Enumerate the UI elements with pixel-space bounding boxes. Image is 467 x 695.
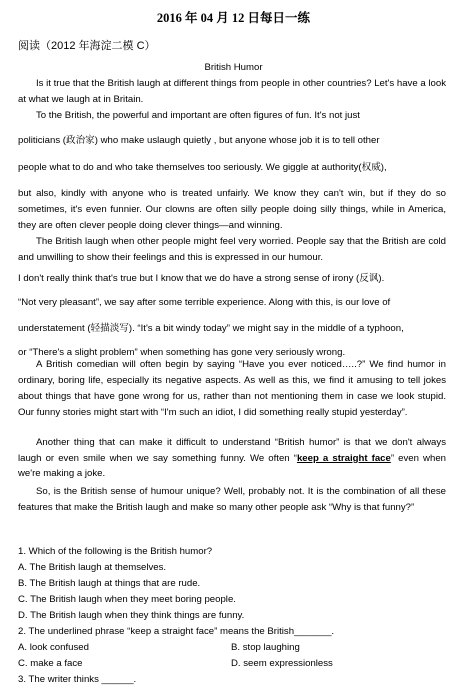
- paragraph-3-line-4: “Not very pleasant”, we say after some terrible experience. Along with this, is our love of: [18, 297, 391, 308]
- paragraph-3-line-3: I don't really think that's true but I know that we do have a strong sense of irony (反讽).: [18, 273, 385, 284]
- q2-option-b: B. stop laughing: [231, 642, 300, 653]
- q2-option-d: D. seem expressionless: [231, 658, 333, 669]
- passage-paragraph-4: A British comedian will often begin by saying “Have you ever noticed…..?” We find humor in ordinary, boring life, especially its negative aspects. As well as this, we find it amusing to tell jokes about things that have gone wrong for us, rather than not mentioning them in case we look stupid. Our funny stories might start with “I'm such an idiot, I did something really stupid yesterday”.: [18, 359, 446, 418]
- question-3: 3. The writer thinks ______.: [18, 674, 137, 685]
- paragraph-2-line-2: politicians (政治家) who make uslaugh quietly , but anyone whose job it is to tell other: [18, 135, 380, 146]
- passage-paragraph-5: Another thing that can make it difficult to understand “British humor” is that we don't always laugh or even smile when we say something funny. We often “keep a straight face” even when we're making a joke.: [18, 437, 446, 479]
- q1-option-c: C. The British laugh when they meet boring people.: [18, 594, 236, 605]
- passage-paragraph-6: So, is the British sense of humour unique? Well, probably not. It is the combination of all these features that make the British laugh and make so many other people ask “Why is that funny?”: [18, 486, 446, 513]
- q1-option-d: D. The British laugh when they think things are funny.: [18, 610, 245, 621]
- question-1: 1. Which of the following is the British humor?: [18, 546, 213, 557]
- q1-option-b: B. The British laugh at things that are rude.: [18, 578, 201, 589]
- passage-paragraph-2: [18, 108, 446, 124]
- paragraph-1-text: Is it true that the British laugh at different things from people in other countries? Let's have a look at what we laugh at in Britain.: [18, 78, 446, 105]
- passage-title: British Humor: [204, 62, 263, 73]
- document-title: 2016 年 04 月 12 日每日一练: [156, 11, 311, 25]
- paragraph-2-line-3: people what to do and who take themselves too seriously. We giggle at authority(权威),: [18, 162, 387, 173]
- q2-option-a: A. look confused: [18, 642, 89, 653]
- paragraph-3-line-6: or “There's a slight problem” when something has gone very seriously wrong.: [18, 347, 346, 358]
- q1-option-a: A. The British laugh at themselves.: [18, 562, 167, 573]
- paragraph-3-line-5: understatement (轻描淡写). “It's a bit windy today” we might say in the middle of a typhoon,: [18, 323, 404, 334]
- passage-paragraph-3: The British laugh when other people might feel very worried. People say that the British are cold and unwilling to show their feelings and this is expressed in our humour.: [18, 236, 446, 263]
- q2-option-c: C. make a face: [18, 658, 83, 669]
- question-2: 2. The underlined phrase “keep a straight face” means the British_______.: [18, 626, 335, 637]
- underlined-phrase: keep a straight face: [296, 452, 391, 464]
- paragraph-2-rest: but also, kindly with anyone who is treated unfairly. We know they can't win, but if they do so sometimes, it's even funnier. Our clowns are often silly people doing silly things, while in America, they are often clever people doing clever things—and winning.: [18, 188, 446, 231]
- paragraph-2-line-1: To the British, the powerful and important are often figures of fun. It's not just: [36, 110, 360, 121]
- section-heading: 阅读（2012 年海淀二模 C）: [18, 40, 156, 52]
- passage-paragraph-1: [18, 76, 446, 108]
